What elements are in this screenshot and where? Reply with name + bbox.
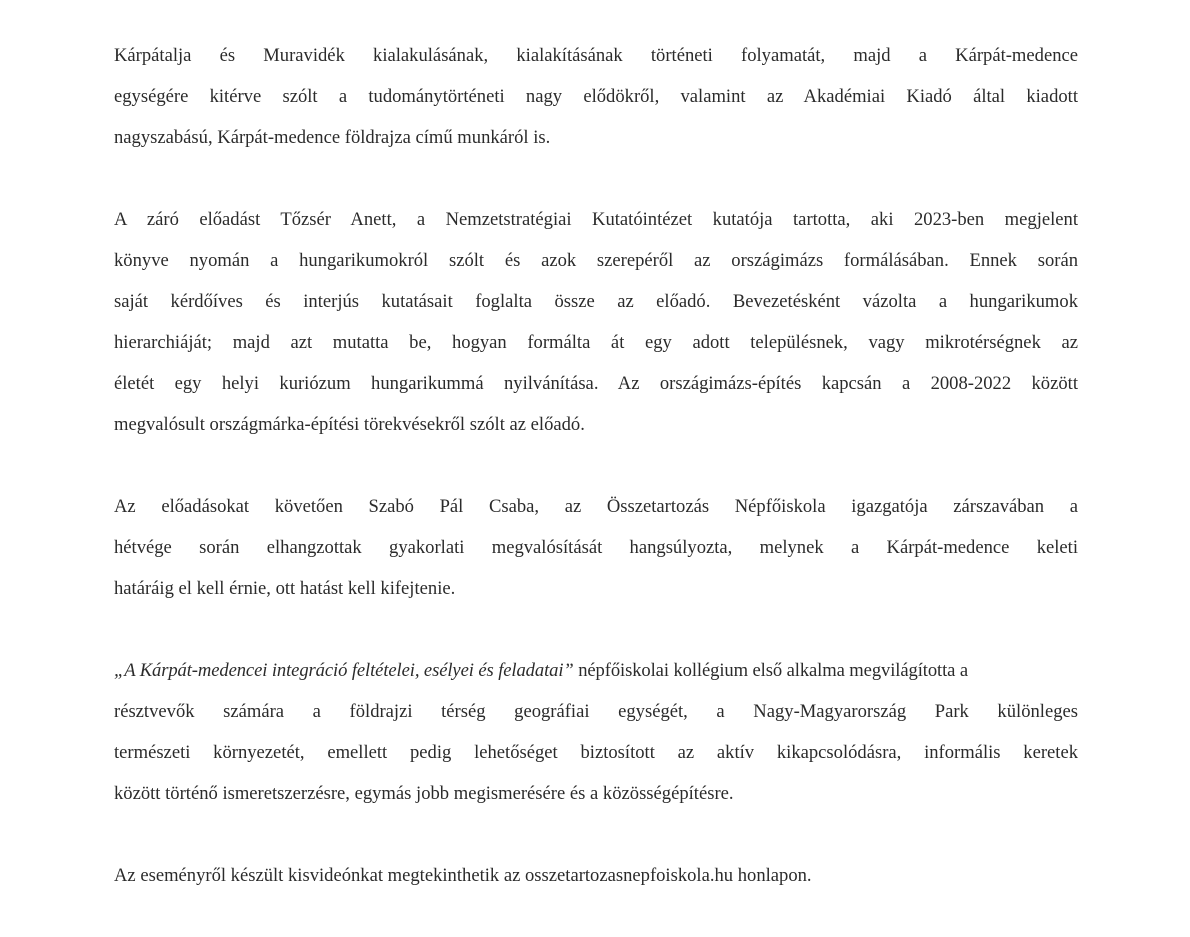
text-line: A záró előadást Tőzsér Anett, a Nemzetstratégiai Kutatóintézet kutatója tartotta, aki 2023-ben megjelent: [114, 209, 1078, 230]
text-line: egységére kitérve szólt a tudománytörténeti nagy elődökről, valamint az Akadémiai Kiadó által kiadott: [114, 86, 1078, 107]
text-line: megvalósult országmárka-építési törekvésekről szólt az előadó.: [114, 414, 585, 435]
text-line: életét egy helyi kuriózum hungarikummá nyilvánítása. Az országimázs-építés kapcsán a 2008-2022 között: [114, 373, 1078, 394]
text-line: természeti környezetét, emellett pedig lehetőséget biztosított az aktív kikapcsolódásra, informális keretek: [114, 742, 1078, 763]
text-line: saját kérdőíves és interjús kutatásait foglalta össze az előadó. Bevezetésként vázolta a hungarikumok: [114, 291, 1078, 312]
text-line: között történő ismeretszerzésre, egymás jobb megismerésére és a közösségépítésre.: [114, 783, 734, 804]
text-line: határáig el kell érnie, ott hatást kell kifejtenie.: [114, 578, 456, 599]
text-line: résztvevők számára a földrajzi térség geográfiai egységét, a Nagy-Magyarország Park különleges: [114, 701, 1078, 722]
text-line: [114, 650, 1078, 691]
text-line: hétvége során elhangzottak gyakorlati megvalósítását hangsúlyozta, melynek a Kárpát-medence keleti: [114, 537, 1078, 558]
text-line: Kárpátalja és Muravidék kialakulásának, kialakításának történeti folyamatát, majd a Kárpát-medence: [114, 45, 1078, 66]
text-line: hierarchiáját; majd azt mutatta be, hogyan formálta át egy adott településnek, vagy mikrotérségnek az: [114, 332, 1078, 353]
text-line: nagyszabású, Kárpát-medence földrajza című munkáról is.: [114, 127, 551, 148]
text-line: Az eseményről készült kisvideónkat megtekinthetik az osszetartozasnepfoiskola.hu honlapon.: [114, 865, 812, 886]
paragraph-video-note: [114, 855, 1078, 896]
text-line: Az előadásokat követően Szabó Pál Csaba, az Összetartozás Népfőiskola igazgatója zárszavában a: [114, 496, 1078, 517]
college-title: „A Kárpát-medencei integráció feltételei, esélyei és feladatai”: [114, 660, 574, 681]
text-line: könyve nyomán a hungarikumokról szólt és azok szerepéről az országimázs formálásában. Ennek során: [114, 250, 1078, 271]
paragraph-closing-words: [114, 486, 1078, 609]
text-span: népfőiskolai kollégium első alkalma megvilágította a: [573, 660, 969, 681]
paragraph-closing-lecture: [114, 199, 1078, 445]
paragraph-intro-continuation: [114, 35, 1078, 158]
document-body: [114, 35, 1078, 937]
paragraph-college-summary: [114, 650, 1078, 814]
